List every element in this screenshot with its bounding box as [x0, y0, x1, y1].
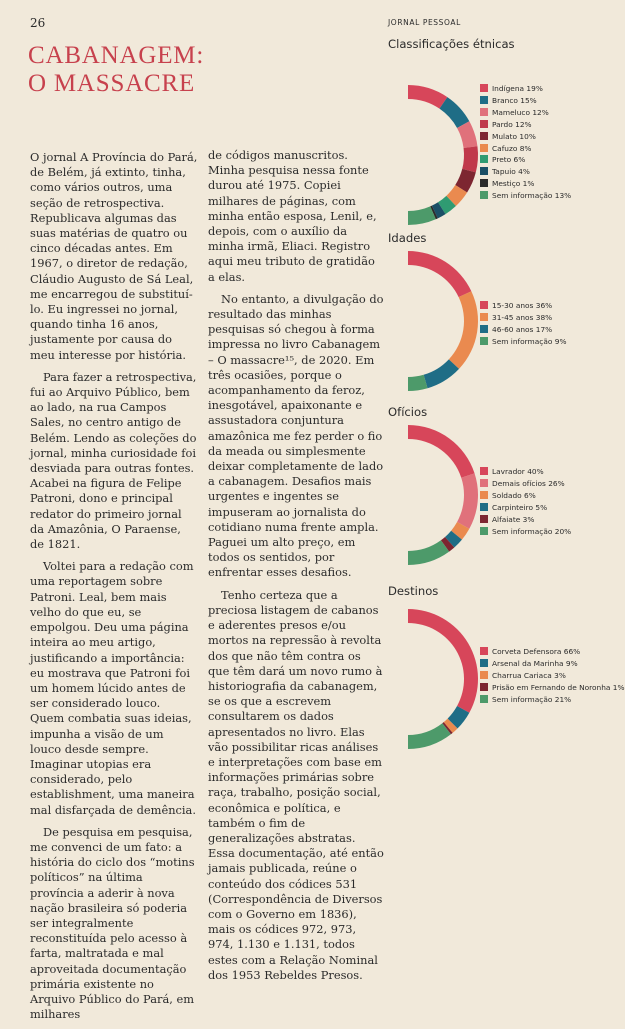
legend-label: Sem informação 9% [492, 336, 567, 346]
legend-item [480, 670, 625, 682]
legend-swatch [480, 337, 488, 345]
legend-label: Lavrador 40% [492, 467, 544, 476]
legend-label: Mestiço 1% [492, 179, 535, 189]
legend-oficios [480, 466, 571, 537]
text-column-2 [208, 148, 384, 990]
legend-item [480, 95, 571, 107]
paragraph: No entanto, a divulgação do resultado das minhas pesquisas só chegou à forma impressa no livro Cabanagem – O massacre¹⁵, de 2020. Em três ocasiões, porque o acompanhamento da feroz, inesgotável, apaixonante e assustadora conjuntura amazônica me fez perder o fio da meada ou simplesmente deixar completamente de lado a cabanagem. Desafios mais urgentes e ingentes se impuseram ao jornalista do cotidiano numa frente ampla. Paguei um alto preço, em todos os sentidos, por enfrentar esses desafios. [208, 291, 384, 580]
legend-swatch [480, 84, 488, 92]
legend-item [480, 300, 566, 312]
paragraph: De pesquisa em pesquisa, me convenci de um fato: a história do ciclo dos “motins políticos” na última província a aderir à nova nação brasileira só poderia ser integralmente reconstituída pelo acesso à farta, maltratada e mal aproveitada documentação primária existente no Arquivo Público do Pará, em milhares [30, 824, 195, 1022]
legend-swatch [480, 301, 488, 309]
legend-item [480, 143, 571, 155]
donut-segment [408, 609, 478, 713]
legend-label: Preto 6% [492, 155, 526, 165]
legend-item [480, 478, 571, 490]
text-column-1 [30, 150, 198, 1029]
chart-destinos [386, 604, 482, 754]
donut-segment [408, 251, 471, 297]
legend-label: Soldado 6% [492, 490, 536, 500]
title-line-2: O MASSACRE [28, 70, 196, 97]
legend-label: Branco 15% [492, 95, 537, 105]
legend-swatch [480, 120, 488, 128]
donut-segment [408, 85, 447, 109]
legend-item [480, 694, 625, 706]
legend-item [480, 154, 571, 166]
legend-item [480, 682, 625, 694]
chart-title-idades: Idades [388, 231, 427, 245]
donut-segment [449, 291, 478, 369]
legend-swatch [480, 155, 488, 163]
donut-segment [462, 146, 478, 172]
legend-etnias [480, 83, 571, 202]
legend-label: Cafuzo 8% [492, 143, 532, 153]
legend-item [480, 119, 571, 131]
legend-swatch [480, 527, 488, 535]
legend-label: 15-30 anos 36% [492, 301, 553, 310]
legend-destinos [480, 646, 625, 706]
running-head: JORNAL PESSOAL [388, 18, 461, 27]
legend-label: Indígena 19% [492, 84, 543, 93]
paragraph: Tenho certeza que a preciosa listagem de cabanos e aderentes presos e/ou mortos na repressão à revolta dos que não têm contra os que têm dará um novo rumo à historiografia da cabanagem, se os que a escrevem consultarem os dados apresentados no livro. Elas vão possibilitar ricas análises e interpretações com base em informações primárias sobre raça, trabalho, posição social, econômica e política, e também o fim de generalizações abstratas. Essa documentação, até então jamais publicada, reúne o conteúdo dos códices 531 (Correspondência de Diversos com o Governo em 1836), mais os códices 972, 973, 974, 1.130 e 1.131, todos estes com a Relação Nominal dos 1953 Rebeldes Presos. [208, 587, 384, 982]
article-title [28, 42, 204, 98]
legend-label: Mulato 10% [492, 131, 536, 141]
legend-swatch [480, 313, 488, 321]
legend-item [480, 646, 625, 658]
donut-segment [408, 723, 451, 749]
legend-idades [480, 300, 566, 348]
donut-segment [408, 540, 449, 565]
legend-item [480, 190, 571, 202]
legend-swatch [480, 503, 488, 511]
legend-label: Carpinteiro 5% [492, 502, 548, 512]
legend-swatch [480, 683, 488, 691]
legend-swatch [480, 647, 488, 655]
legend-swatch [480, 515, 488, 523]
legend-swatch [480, 659, 488, 667]
legend-item [480, 83, 571, 95]
legend-item [480, 502, 571, 514]
paragraph: de códigos manuscritos. Minha pesquisa nessa fonte durou até 1975. Copiei milhares de páginas, com minha então esposa, Lenil, e, depois, com o auxílio da minha irmã, Eliaci. Registro aqui meu tributo de gratidão a elas. [208, 148, 377, 284]
legend-label: Sem informação 21% [492, 694, 572, 704]
chart-title-oficios: Ofícios [388, 405, 428, 419]
chart-oficios [386, 420, 482, 570]
donut-segment [408, 425, 475, 478]
chart-title-etnias: Classificações étnicas [388, 37, 515, 51]
page-number: 26 [30, 16, 46, 30]
paragraph: Para fazer a retrospectiva, fui ao Arquivo Público, bem ao lado, na rua Campos Sales, no centro antigo de Belém. Lendo as coleções do jornal, minha curiosidade foi desviada para outras fontes. Acabei na figura de Felipe Patroni, dono e principal redator do primeiro jornal da Amazônia, O Paraense, de 1821. [30, 369, 197, 552]
legend-item [480, 324, 566, 336]
legend-item [480, 514, 571, 526]
legend-swatch [480, 108, 488, 116]
chart-idades [386, 246, 482, 396]
legend-item [480, 178, 571, 190]
legend-label: Pardo 12% [492, 119, 532, 129]
legend-label: 31-45 anos 38% [492, 312, 553, 322]
legend-swatch [480, 191, 488, 199]
legend-label: Charrua Cariaca 3% [492, 670, 566, 680]
legend-label: Alfaiate 3% [492, 514, 535, 524]
legend-label: Prisão em Fernando de Noronha 1% [492, 682, 625, 692]
legend-swatch [480, 671, 488, 679]
legend-label: Arsenal da Marinha 9% [492, 658, 578, 668]
paragraph: Voltei para a redação com uma reportagem sobre Patroni. Leal, bem mais velho do que eu, se empolgou. Deu uma página inteira ao meu artigo, justificando a importância: eu mostrava que Patroni foi um homem lúcido antes de ser considerado louco. Quem combatia suas ideias, impunha a visão de um louco desde sempre. Imaginar utopias era considerado, pelo establishment, uma maneira mal disfarçada de demência. [30, 559, 196, 817]
legend-swatch [480, 144, 488, 152]
legend-label: 46-60 anos 17% [492, 324, 553, 334]
legend-swatch [480, 179, 488, 187]
legend-item [480, 466, 571, 478]
legend-swatch [480, 491, 488, 499]
chart-title-destinos: Destinos [388, 584, 439, 598]
paragraph: O jornal A Província do Pará, de Belém, já extinto, tinha, como vários outros, uma seção de retrospectiva. Republicava algumas das suas matérias de quatro ou cinco décadas antes. Em 1967, o diretor de redação, Cláudio Augusto de Sá Leal, me encarregou de substituí-lo. Eu ingressei no jornal, quando tinha 16 anos, justamente por causa do meu interesse por história. [30, 150, 198, 362]
legend-item [480, 107, 571, 119]
chart-etnias [386, 80, 482, 230]
legend-item [480, 131, 571, 143]
legend-swatch [480, 479, 488, 487]
legend-swatch [480, 695, 488, 703]
legend-swatch [480, 467, 488, 475]
legend-item [480, 658, 625, 670]
legend-item [480, 166, 571, 178]
title-line-1: CABANAGEM: [28, 42, 205, 69]
legend-item [480, 312, 566, 324]
donut-segment [457, 473, 478, 528]
legend-label: Tapuio 4% [492, 167, 530, 177]
legend-swatch [480, 325, 488, 333]
legend-label: Sem informação 20% [492, 526, 572, 536]
legend-label: Corveta Defensora 66% [492, 647, 581, 656]
legend-swatch [480, 132, 488, 140]
legend-label: Demais ofícios 26% [492, 478, 565, 488]
legend-item [480, 526, 571, 538]
legend-swatch [480, 167, 488, 175]
legend-item [480, 336, 566, 348]
legend-label: Mameluco 12% [492, 107, 549, 117]
legend-swatch [480, 96, 488, 104]
legend-label: Sem informação 13% [492, 191, 572, 201]
legend-item [480, 490, 571, 502]
